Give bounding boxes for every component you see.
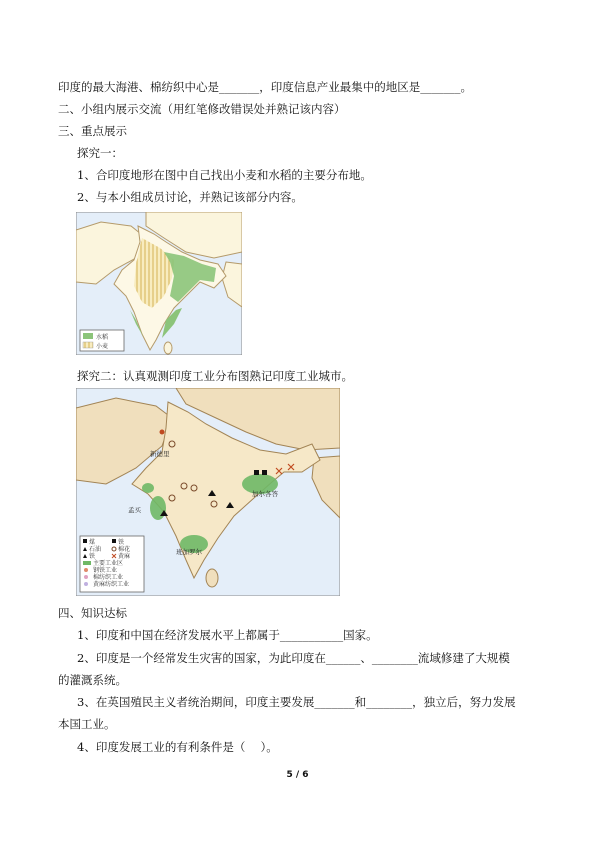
explore-one-item-1: 1、合印度地形在图中自己找出小麦和水稻的主要分布地。: [77, 168, 372, 182]
section-four-heading: 四、知识达标: [58, 606, 127, 620]
question-3: 3、在英国殖民主义者统治期间，印度主要发展_______和________，独立后，努力发展: [77, 695, 516, 709]
rice-legend-label: 水稻: [96, 334, 109, 341]
legend-label: 石油: [89, 546, 102, 553]
legend-label: 黄麻纺织工业: [93, 581, 130, 588]
legend-label: 棉纺织工业: [93, 574, 124, 581]
page-number: 5 / 6: [286, 770, 309, 780]
question-3-continued: 本国工业。: [58, 717, 116, 731]
explore-one-item-2: 2、与本小组成员讨论，并熟记该部分内容。: [77, 190, 303, 204]
legend-swatch-industry-zone: [83, 561, 91, 565]
legend-swatch-coal: [83, 539, 87, 543]
industry-zone-mumbai: [150, 496, 166, 520]
question-4: 4、印度发展工业的有利条件是（ ）。: [77, 740, 278, 754]
rice-legend-swatch: [83, 333, 93, 339]
explore-two-heading: 探究二：认真观测印度工业分布图熟记印度工业城市。: [77, 369, 353, 383]
legend-swatch-jute-textile: [84, 582, 88, 586]
section-three-heading: 三、重点展示: [58, 124, 127, 138]
section-two-heading: 二、小组内展示交流（用红笔修改错误处并熟记该内容）: [58, 102, 346, 116]
crop-distribution-map: [76, 212, 242, 355]
legend-label: 铁: [118, 539, 125, 546]
capital-marker: [160, 430, 165, 435]
legend-label: 棉花: [118, 546, 131, 553]
legend-swatch: [112, 539, 116, 543]
legend-label: 黄麻: [118, 553, 131, 560]
legend-label: 煤: [89, 539, 96, 546]
question-1: 1、印度和中国在经济发展水平上都属于___________国家。: [77, 628, 378, 642]
sri-lanka: [206, 569, 218, 587]
coal-symbol: [254, 470, 259, 475]
sri-lanka: [164, 342, 172, 354]
city-label-bangalore: 班加罗尔: [176, 548, 202, 556]
blank-question-port: 印度的最大海港、棉纺织中心是_______，印度信息产业最集中的地区是_______。: [58, 80, 472, 94]
city-label-mumbai: 孟买: [128, 506, 141, 514]
city-label-new-delhi: 新德里: [150, 450, 170, 458]
wheat-legend-swatch: [83, 342, 93, 348]
legend-swatch-steel: [84, 568, 88, 572]
wheat-legend-label: 小麦: [96, 343, 109, 350]
legend-label: 钢铁工业: [93, 567, 118, 574]
question-2: 2、印度是一个经常发生灾害的国家，为此印度在______、________流域修建了大规模: [77, 651, 510, 665]
explore-one-heading: 探究一：: [77, 146, 123, 160]
legend-label: 铁: [89, 553, 96, 560]
industry-distribution-map: [76, 388, 340, 596]
city-label-kolkata: 加尔各答: [252, 490, 278, 498]
coal-symbol: [262, 470, 267, 475]
question-2-continued: 的灌溉系统。: [58, 673, 127, 687]
legend-label: 主要工业区: [93, 560, 124, 567]
industry-zone-gujarat: [142, 483, 154, 493]
legend-swatch-cotton-textile: [84, 575, 88, 579]
